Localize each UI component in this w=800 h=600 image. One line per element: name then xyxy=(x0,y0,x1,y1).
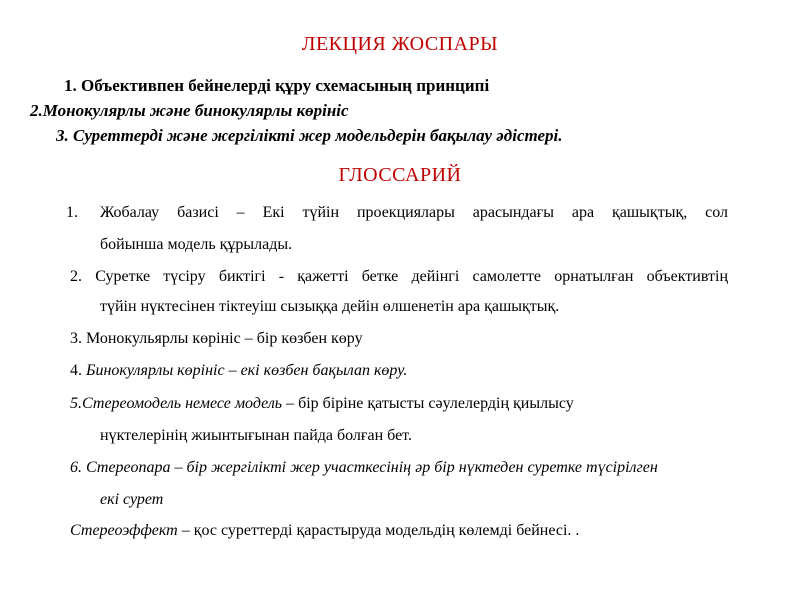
glossary-item-6-line2: екі сурет xyxy=(100,491,164,508)
glossary-item-1-line2: бойынша модель құрылады. xyxy=(100,236,293,253)
plan-item-1: 1. Объективпен бейнелерді құру схемасының принципі xyxy=(64,76,490,95)
glossary-item-7-definition: – қос суреттерді қарастыруда модельдің көлемді бейнесі. . xyxy=(177,522,580,539)
glossary-item-3: 3. Монокульярлы көрініс – бір көзбен көру xyxy=(70,330,363,347)
glossary-title: ГЛОССАРИЙ xyxy=(338,164,462,186)
glossary-item-5-line2: нүктелерінің жиынтығынан пайда болған бет. xyxy=(100,427,412,444)
glossary-item-7-term: Стереоэффект xyxy=(70,522,178,539)
glossary-item-4-number: 4. xyxy=(70,362,86,379)
plan-item-2: 2.Монокулярлы және бинокулярлы көрініс xyxy=(30,101,349,120)
glossary-item-4-text: Бинокулярлы көрініс – екі көзбен бақылап көру. xyxy=(86,362,408,379)
glossary-item-5-definition: – бір біріне қатысты сәулелердің қиылысу xyxy=(282,395,574,412)
glossary-item-7 xyxy=(70,522,579,540)
glossary-item-5-line1 xyxy=(70,395,574,413)
glossary-item-5-term: 5.Стереомодель немесе модель xyxy=(70,395,283,412)
glossary-item-2-line2: түйін нүктесінен тіктеуіш сызыққа дейін өлшенетін ара қашықтық. xyxy=(100,298,560,315)
glossary-item-4 xyxy=(70,362,407,380)
plan-item-3: 3. Суреттерді және жергілікті жер модельдерін бақылау әдістері. xyxy=(56,126,563,145)
lecture-plan-title: ЛЕКЦИЯ ЖОСПАРЫ xyxy=(301,33,499,55)
glossary-item-2-line1: 2. Суретке түсіру биктігі - қажетті бетке дейінгі самолетте орнатылған объективтің xyxy=(70,268,728,285)
glossary-item-1-number: 1. xyxy=(66,204,78,221)
glossary-item-6-line1: 6. Стереопара – бір жергілікті жер участкесінің әр бір нүктеден суретке түсірілген xyxy=(70,459,658,476)
glossary-item-1-line1: Жобалау базисі – Екі түйін проекциялары арасындағы ара қашықтық, сол xyxy=(100,204,728,221)
